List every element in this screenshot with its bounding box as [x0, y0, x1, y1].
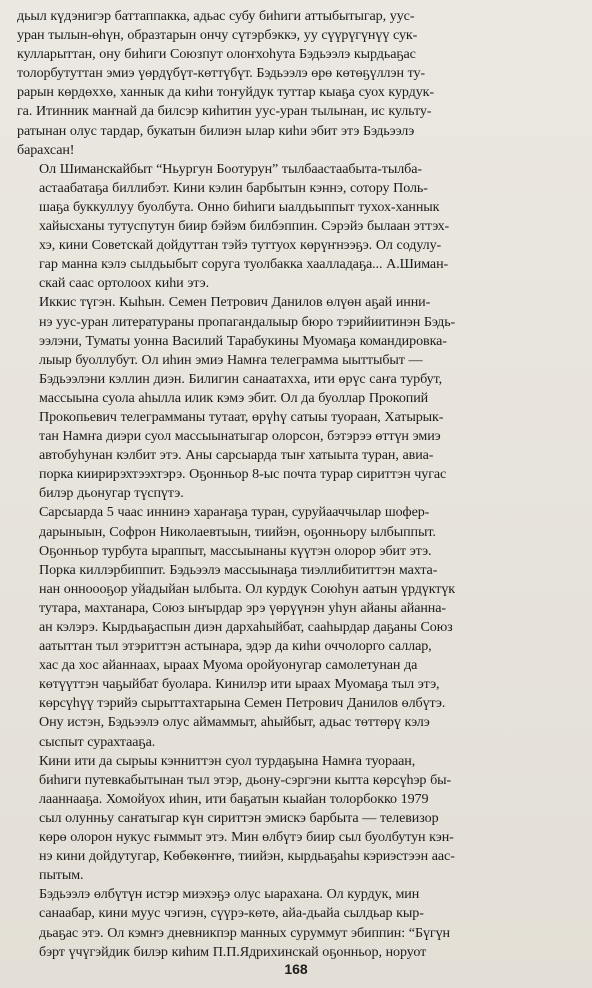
text-line: Порка киллэрбиппит. Бэдьээлэ массыынаҕа тиэллибититтэн махта- — [39, 561, 438, 578]
text-line: кулларыттан, ону биһиги Союзпут олоҥхоһута Бэдьээлэ кырдьаҕас — [17, 46, 416, 63]
text-line: барахсан! — [17, 141, 75, 158]
text-line: сыл олунньу саҥатыгар күн сириттэн эмискэ барбыта — телевизор — [39, 809, 439, 826]
text-line: ан кэлэрэ. Кырдьаҕаспын диэн дархаһыйбат, сааһырдар даҕаны Союз — [39, 619, 453, 635]
text-line: тутара, махтанара, Союз ыҥырдар эрэ үөрүүнэн уһун айаны айанна- — [39, 599, 447, 616]
text-line: толорбутуттан эмиэ үөрдүбүт-көттүбүт. Бэдьээлэ өрө көтөҕүллэн ту- — [17, 65, 426, 82]
text-line: ээлэни, Туматы уонна Василий Тарабукины Муомаҕа командировка- — [39, 332, 447, 349]
text-line: көтүүттэн чаҕыйбат буолара. Кинилэр ити ыраах Муомаҕа тыл этэ, — [39, 676, 440, 693]
text-line: билэр дьонугар түспүтэ. — [39, 485, 184, 502]
paragraph — [17, 503, 578, 751]
text-line: Ону истэн, Бэдьээлэ олус аймаммыт, аһыйбыт, адьас төттөрү кэлэ — [39, 714, 430, 731]
paragraph — [17, 160, 578, 294]
text-line: Ол Шиманскайбыт “Ньургун Боотурун” тылбаастаабыта-тылба- — [39, 160, 422, 177]
text-line: пытым. — [39, 867, 84, 884]
text-line: ратынан олус тардар, букатын билиэн ылар киһи эбит этэ Бэдьээлэ — [17, 122, 415, 139]
text-line: Бэдьээлэ өлбүтүн истэр миэхэҕэ олус ыарахана. Ол курдук, мин — [39, 886, 420, 903]
paragraph — [17, 293, 578, 503]
text-line: нэ уус-уран литератураны пропагандалыыр бюро тэрийиитинэн Бэдь- — [39, 313, 456, 330]
paragraph — [17, 885, 578, 961]
text-line: гар манна кэлэ сылдьыбыт соруга туолбакка хаалладаҕа... А.Шиман- — [39, 256, 449, 273]
text-line: дьыл күдэнигэр баттаппакка, адьас субу биһиги аттыбытыгар, уус- — [17, 8, 415, 24]
text-line: шаҕа буккуллуу буолбута. Онно биһиги ыалдьыппыт тухох-ханнык — [39, 198, 440, 215]
text-line: хайысханы тутуспутун биир бэйэм билбэппин. Сэрэйэ былаан эттэх- — [39, 218, 450, 235]
text-line: хас да хос айаннаах, ыраах Муома оройуонугар самолетунан да — [39, 657, 418, 674]
text-line: бэрт үчүгэйдик билэр киһим П.П.Ядрихинскай оҕонньор, норуот — [39, 943, 427, 960]
text-line: биһиги путевкабытынан тыл этэр, дьону-сэргэни кытта көрсүһэр бы- — [39, 771, 452, 788]
text-line: Оҕонньор турбута ыраппыт, массыынаны күүтэн олорор эбит этэ. — [39, 542, 432, 559]
text-line: уран тылын-өһүн, образтарын ончу сүтэрбэккэ, уу сүүрүгүнүү сук- — [17, 27, 418, 44]
page-number: 168 — [284, 961, 308, 977]
text-line: Кини ити да сырыы кэнниттэн суол турдаҕына Намҥа туораан, — [39, 752, 416, 769]
text-line: Бэдьээлэни кэллин диэн. Билигин санаатахха, ити өрүс саҥа турбут, — [39, 370, 442, 387]
text-line: тан Намҥа диэри суол массыынатыгар олорсон, бэтэрээ өттүн эмиэ — [39, 428, 441, 445]
text-line: Иккис түгэн. Кыһын. Семен Петрович Данилов өлүөн аҕай инни- — [39, 294, 431, 311]
text-line: көрсүһүү тэрийэ сырыттахтарына Семен Петрович Данилов өлбүтэ. — [39, 695, 446, 712]
text-line: хэ, кини Советскай дойдуттан тэйэ туттуох көрүҥнээҕэ. Ол содулу- — [39, 237, 442, 254]
text-line: дьаҕас этэ. Ол кэмҥэ дневникпэр манных суруммут эбиппин: “Бүгүн — [39, 924, 450, 941]
text-line: га. Итинник маҥнай да билсэр киһитин уус-уран тылынан, ис культу- — [17, 103, 432, 120]
text-line: сыспыт сурахтааҕа. — [39, 733, 156, 750]
text-line: көрө олорон нукус ғыммыт этэ. Мин өлбүтэ биир сыл буолбутун кэн- — [39, 829, 454, 846]
text-line: массыына суола аһылла илик кэмэ эбит. Ол да буоллар Прокопий — [39, 389, 429, 406]
text-line: лыыр буоллубут. Ол иһин эмиэ Намҥа телеграмма ыыттыбыт — — [39, 351, 423, 368]
text-line: скай саас ортолоох киһи этэ. — [39, 275, 210, 292]
paragraph — [17, 752, 578, 886]
text-line: автобуһунан кэлбит этэ. Аны сарсыарда тыҥ хатыыта туран, авиа- — [39, 447, 434, 464]
text-line: Прокопьевич телеграмманы тутаат, өрүһү сатыы туораан, Хатырык- — [39, 408, 444, 425]
text-line: нан онноооҕор уйадыйан ылбыта. Ол курдук Союһун аатын үрдүктүк — [39, 580, 456, 597]
paragraph — [17, 7, 578, 160]
text-line: Сарсыарда 5 чаас иннинэ хараҥаҕа туран, суруйааччылар шофер- — [39, 504, 430, 521]
text-line: санаабар, кини муус чэгиэн, сүүрэ-көтө, айа-дьайа сылдьар кыр- — [39, 905, 424, 922]
text-line: аатыттан тыл этэриттэн астынара, эдэр да киһи оччолорго саллар, — [39, 638, 432, 655]
text-line: лааннааҕа. Хомойуох иһин, ити баҕатын кыайан толорбокко 1979 — [39, 790, 429, 807]
text-line: рарын көрдөххө, ханнык да киһи тоҥуйдук туттар кыаҕа суох курдук- — [17, 84, 435, 101]
text-line: астаабатаҕа биллибэт. Кини кэлин барбытын кэннэ, сотору Поль- — [39, 179, 428, 196]
text-line: нэ кини дойдутугар, Көбөкөҥҥө, тиийэн, кырдьаҕаһы кэриэстээн аас- — [39, 848, 455, 865]
text-line: дарыныын, Софрон Николаевтыын, тиийэн, оҕонньору ылбыппыт. — [39, 523, 436, 540]
text-line: порка киирирэхтээхтэрэ. Оҕонньор 8-ыс почта турар сириттэн чугас — [39, 466, 447, 483]
